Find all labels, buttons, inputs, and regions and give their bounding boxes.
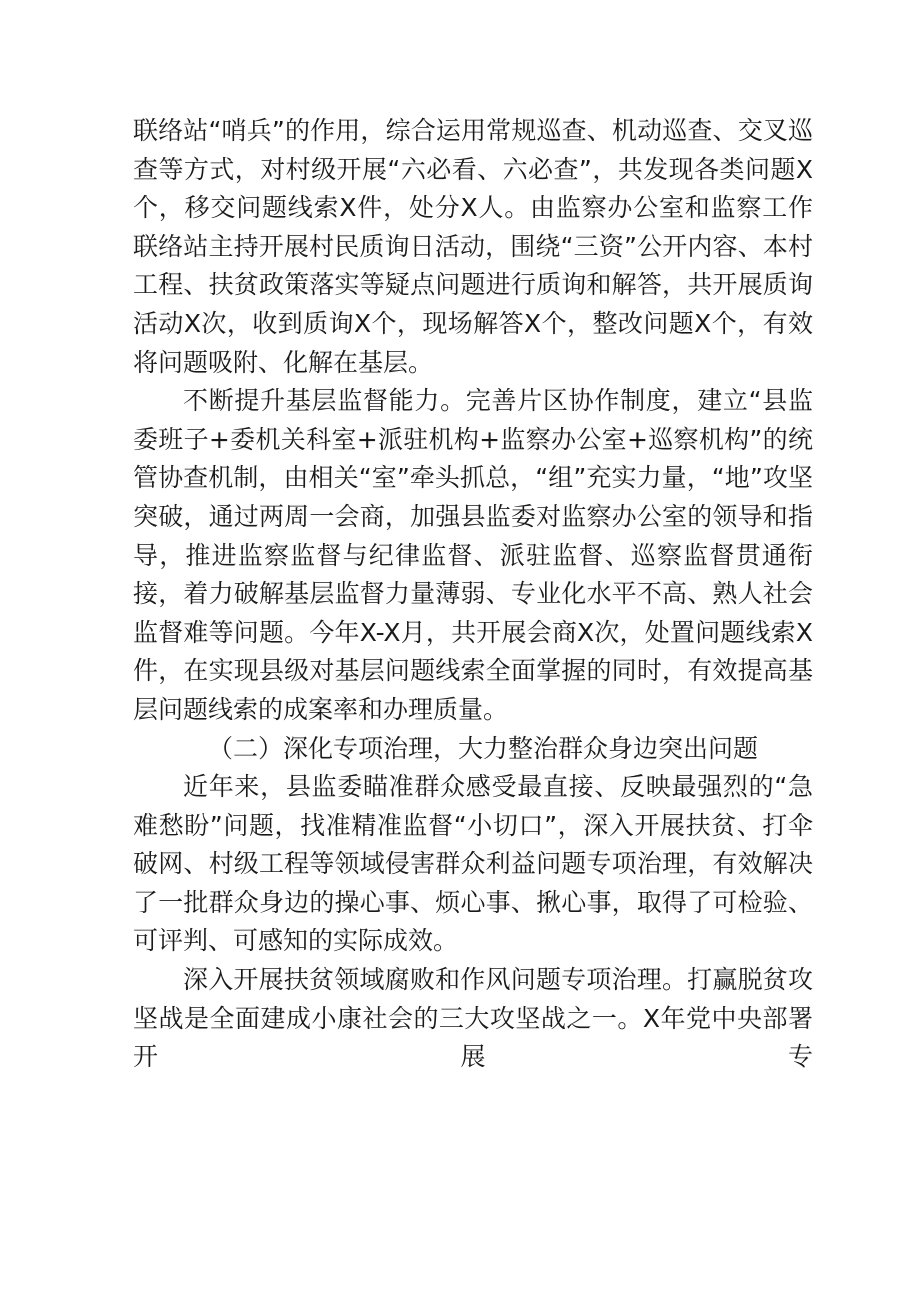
paragraph-special-governance: 近年来，县监委瞄准群众感受最直接、反映最强烈的“急难愁盼”问题，找准精准监督“小切口”，深入开展扶贫、打伞破网、村级工程等领域侵害群众利益问题专项治理，有效解决了一批群众身边的操心事、烦心事、揪心事，取得了可检验、可评判、可感知的实际成效。	[133, 772, 813, 956]
paragraph-supervision-capacity: 不断提升基层监督能力。完善片区协作制度，建立“县监委班子+委机关科室+派驻机构+监察办公室+巡察机构”的统管协查机制，由相关“室”牵头抓总，“组”充实力量，“地”攻坚突破，通过两周一会商，加强县监委对监察办公室的领导和指导，推进监察监督与纪律监督、派驻监督、巡察监督贯通衔接，着力破解基层监督力量薄弱、专业化水平不高、熟人社会监督难等问题。今年X-X月，共开展会商X次，处置问题线索X件，在实现县级对基层问题线索全面掌握的同时，有效提高基层问题线索的成案率和办理质量。	[133, 386, 813, 724]
section-heading: （二）深化专项治理，大力整治群众身边突出问题	[208, 733, 759, 763]
paragraph-continuation: 联络站“哨兵”的作用，综合运用常规巡查、机动巡查、交叉巡查等方式，对村级开展“六必看、六必查”，共发现各类问题X个，移交问题线索X件，处分X人。由监察办公室和监察工作联络站主持开展村民质询日活动，围绕“三资”公开内容、本村工程、扶贫政策落实等疑点问题进行质询和解答，共开展质询活动X次，收到质询X个，现场解答X个，整改问题X个，有效将问题吸附、化解在基层。	[133, 116, 813, 377]
paragraph-poverty-alleviation: 深入开展扶贫领域腐败和作风问题专项治理。打赢脱贫攻坚战是全面建成小康社会的三大攻坚战之一。X年党中央部署开展专	[133, 965, 813, 1072]
document-page	[133, 112, 813, 1077]
